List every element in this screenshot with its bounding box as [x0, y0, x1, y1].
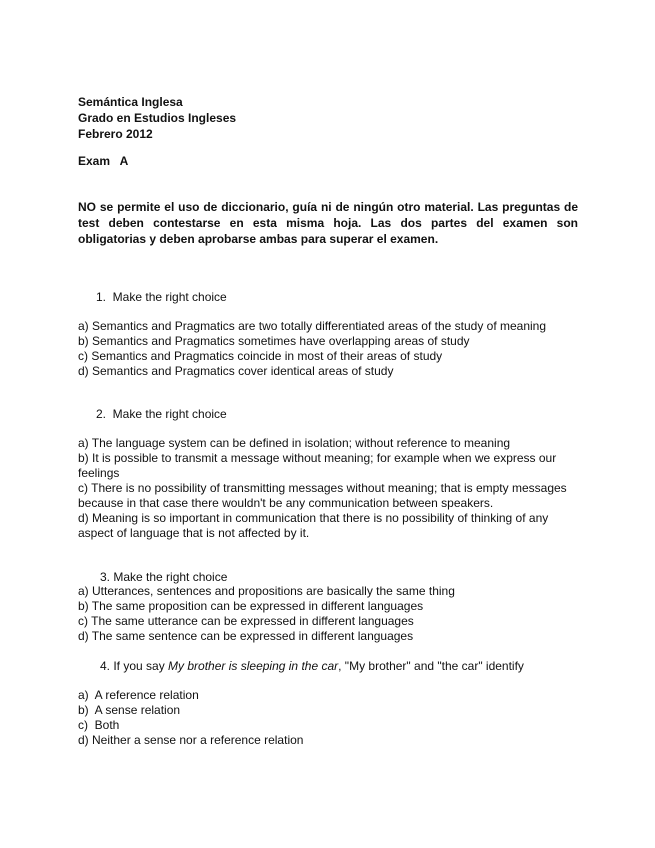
exam-label: Exam A [78, 154, 129, 168]
instructions: NO se permite el uso de diccionario, guía ni de ningún otro material. Las preguntas de test deben contestarse en esta misma hoja. Las dos partes del examen son obligatorias y deben aprobarse ambas para superar el examen. [78, 200, 578, 246]
question-2-option-d: d) Meaning is so important in communication that there is no possibility of thinking of any aspect of language that is not affected by it. [78, 511, 549, 540]
question-3-option-d: d) The same sentence can be expressed in different languages [78, 629, 414, 643]
question-1-options [78, 319, 578, 379]
question-4-title [100, 659, 524, 674]
question-1-option-d: d) Semantics and Pragmatics cover identical areas of study [78, 364, 394, 378]
question-2-option-b: b) It is possible to transmit a message without meaning; for example when we express our feelings [78, 451, 557, 480]
question-3-option-a: a) Utterances, sentences and propositions are basically the same thing [78, 584, 455, 598]
question-4-title-example: My brother is sleeping in the car [168, 659, 339, 673]
question-4-option-a: a) A reference relation [78, 688, 199, 702]
exam-date: Febrero 2012 [78, 127, 153, 141]
document-header [78, 94, 236, 142]
question-2-options [78, 436, 573, 541]
question-4-options [78, 688, 578, 748]
question-1-option-b: b) Semantics and Pragmatics sometimes have overlapping areas of study [78, 334, 470, 348]
question-3-options [78, 584, 578, 644]
question-4-title-suffix: , "My brother" and "the car" identify [338, 659, 524, 673]
question-4-option-d: d) Neither a sense nor a reference relation [78, 733, 304, 747]
question-3-option-c: c) The same utterance can be expressed in different languages [78, 614, 414, 628]
question-2-title: 2. Make the right choice [96, 407, 227, 421]
degree-title: Grado en Estudios Ingleses [78, 111, 237, 125]
question-1-option-c: c) Semantics and Pragmatics coincide in most of their areas of study [78, 349, 443, 363]
question-2-option-c: c) There is no possibility of transmitting messages without meaning; that is empty messages because in that case there wouldn't be any communication between speakers. [78, 481, 567, 510]
question-2-option-a: a) The language system can be defined in isolation; without reference to meaning [78, 436, 511, 450]
question-3-option-b: b) The same proposition can be expressed in different languages [78, 599, 424, 613]
course-title: Semántica Inglesa [78, 95, 183, 109]
question-3-title: 3. Make the right choice [100, 570, 228, 584]
question-4-title-prefix: 4. If you say [100, 659, 169, 673]
question-4-option-b: b) A sense relation [78, 703, 181, 717]
question-4-option-c: c) Both [78, 718, 120, 732]
question-1-title: 1. Make the right choice [96, 290, 227, 304]
question-1-option-a: a) Semantics and Pragmatics are two totally differentiated areas of the study of meaning [78, 319, 547, 333]
